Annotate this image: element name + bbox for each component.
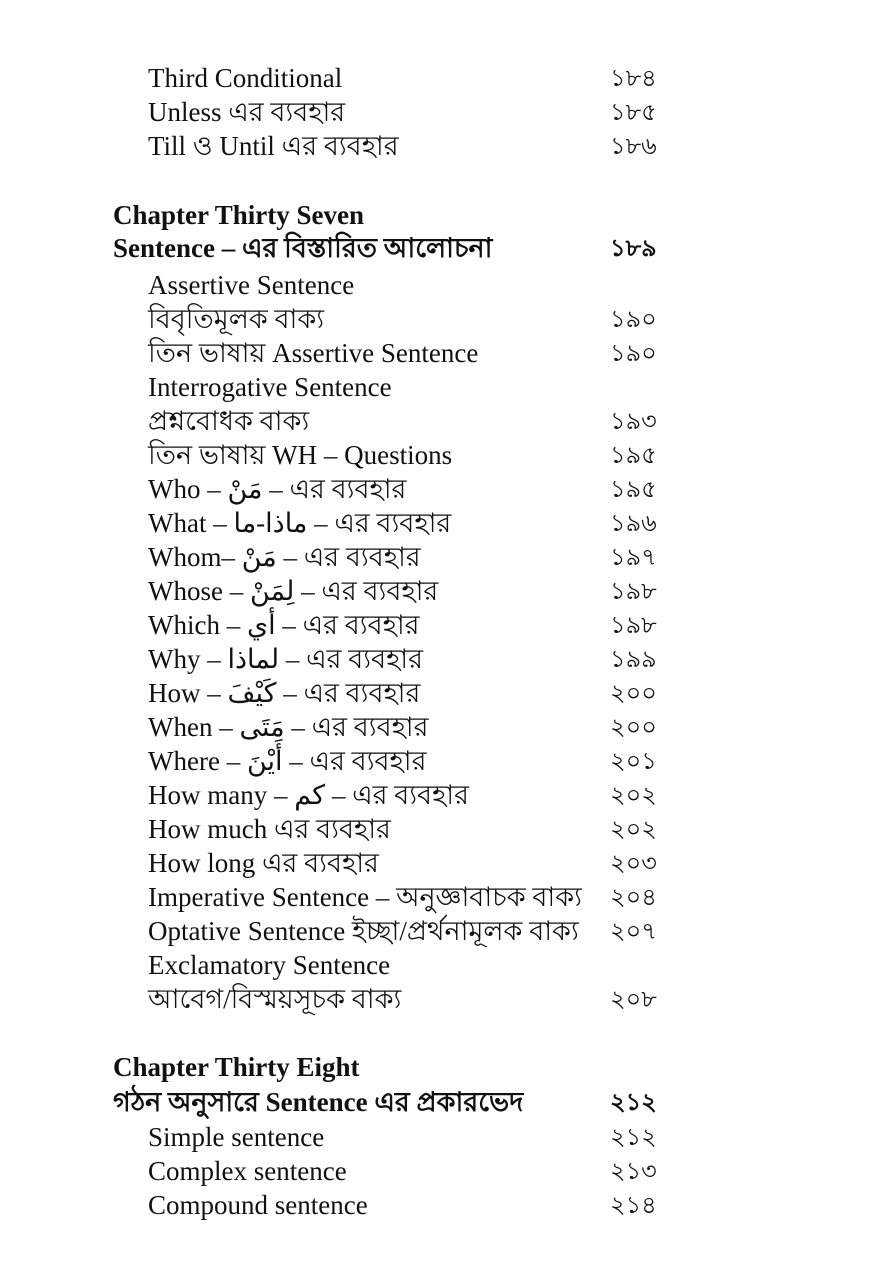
toc-page-number: ১৯৯ [610,647,657,673]
toc-entry-title: Unless এর ব্যবহার [148,97,346,127]
toc-entry-title: Imperative Sentence – অনুজ্ঞাবাচক বাক্য [148,882,582,912]
toc-page-number: ১৮৬ [610,134,657,160]
toc-page-number: ২০৮ [610,987,657,1013]
toc-page-number: ২০৪ [610,885,657,911]
toc-entry [0,744,870,778]
toc-entry [0,982,870,1016]
toc-page-number: ১৯৫ [610,443,657,469]
toc-entry-title: Assertive Sentence [148,270,355,300]
toc-entry-title: Who – مَنْ – এর ব্যবহার [148,474,407,504]
toc-entry [0,129,870,163]
toc-entry-title: Till ও Until এর ব্যবহার [148,131,399,161]
section-title: Sentence – এর বিস্তারিত আলোচনা [113,233,493,263]
toc-entry-title: বিবৃতিমূলক বাক্য [148,304,325,334]
toc-entry [0,642,870,676]
toc-entry [0,846,870,880]
toc-entry-title: Whom– مَنْ – এর ব্যবহার [148,542,421,572]
toc-entry-title: Where – أَيْنَ – এর ব্যবহার [148,746,427,776]
section-heading [0,231,870,265]
toc-entry [0,608,870,642]
toc-page-number: ২০৭ [610,919,657,945]
toc-entry [0,948,870,982]
toc-page-number: ২১২ [610,1125,657,1151]
toc-entry [0,880,870,914]
toc-entry-title: Whose – لِمَنْ – এর ব্যবহার [148,576,439,606]
toc-entry [0,540,870,574]
toc-entry [0,268,870,302]
toc-entry [0,61,870,95]
toc-entry-title: Which – أي – এর ব্যবহার [148,610,420,640]
toc-entry [0,404,870,438]
toc-entry [0,95,870,129]
toc-entry-title: How – كَيْفَ – এর ব্যবহার [148,678,421,708]
toc-entry [0,574,870,608]
toc-entry [0,1120,870,1154]
toc-page-number: ২০০ [610,715,657,741]
toc-entry [0,302,870,336]
toc-page-number: ২১২ [610,1090,657,1116]
toc-page-number: ২০৩ [610,851,657,877]
section-heading [0,1085,870,1119]
toc-entry-title: How long এর ব্যবহার [148,848,379,878]
toc-entry [0,370,870,404]
chapter-title: Chapter Thirty Seven [113,200,365,230]
chapter-title: Chapter Thirty Eight [113,1052,360,1082]
toc-entry-title: When – مَتَى – এর ব্যবহার [148,712,429,742]
toc-page-number: ২১৪ [610,1193,657,1219]
toc-page-number: ১৮৪ [610,66,657,92]
toc-page-number: ১৯৫ [610,477,657,503]
toc-page-number: ১৯০ [610,307,657,333]
toc-entry-title: Simple sentence [148,1122,325,1152]
toc-entry-title: How many – كم – এর ব্যবহার [148,780,469,810]
toc-page-number: ১৯৩ [610,409,657,435]
toc-entry [0,1188,870,1222]
toc-entry-title: Why – لماذا – এর ব্যবহার [148,644,423,674]
chapter-heading [0,1050,870,1084]
toc-page-number: ২০১ [610,749,657,775]
toc-entry [0,336,870,370]
toc-entry [0,472,870,506]
toc-entry [0,914,870,948]
toc-entry-title: আবেগ/বিস্ময়সূচক বাক্য [148,984,402,1014]
toc-page-number: ২০২ [610,783,657,809]
toc-entry-title: Third Conditional [148,63,343,93]
toc-entry-title: What – ماذا-ما – এর ব্যবহার [148,508,452,538]
toc-entry-title: How much এর ব্যবহার [148,814,391,844]
toc-page-number: ১৮৯ [610,236,657,262]
toc-entry [0,1154,870,1188]
toc-entry-title: Interrogative Sentence [148,372,392,402]
chapter-heading [0,198,870,232]
toc-entry [0,778,870,812]
toc-page-number: ২১৩ [610,1159,657,1185]
toc-entry-title: Compound sentence [148,1190,368,1220]
toc-entry [0,710,870,744]
section-title: গঠন অনুসারে Sentence এর প্রকারভেদ [113,1087,524,1117]
toc-page-number: ১৯৬ [610,511,657,537]
toc-entry-title: প্রশ্নবোধক বাক্য [148,406,310,436]
toc-page-number: ২০০ [610,681,657,707]
toc-entry-title: তিন ভাষায় WH – Questions [148,440,453,470]
toc-page-number: ১৯৭ [610,545,657,571]
toc-entry [0,438,870,472]
toc-entry-title: তিন ভাষায় Assertive Sentence [148,338,479,368]
toc-page-number: ১৯০ [610,341,657,367]
toc-entry-title: Exclamatory Sentence [148,950,391,980]
toc-entry [0,812,870,846]
toc-page-number: ১৯৮ [610,613,657,639]
toc-page-number: ১৯৮ [610,579,657,605]
toc-entry-title: Complex sentence [148,1156,347,1186]
toc-entry-title: Optative Sentence ইচ্ছা/প্রর্থনামূলক বাক্য [148,916,579,946]
toc-entry [0,506,870,540]
toc-entry [0,676,870,710]
toc-page-number: ২০২ [610,817,657,843]
toc-page-number: ১৮৫ [610,100,657,126]
